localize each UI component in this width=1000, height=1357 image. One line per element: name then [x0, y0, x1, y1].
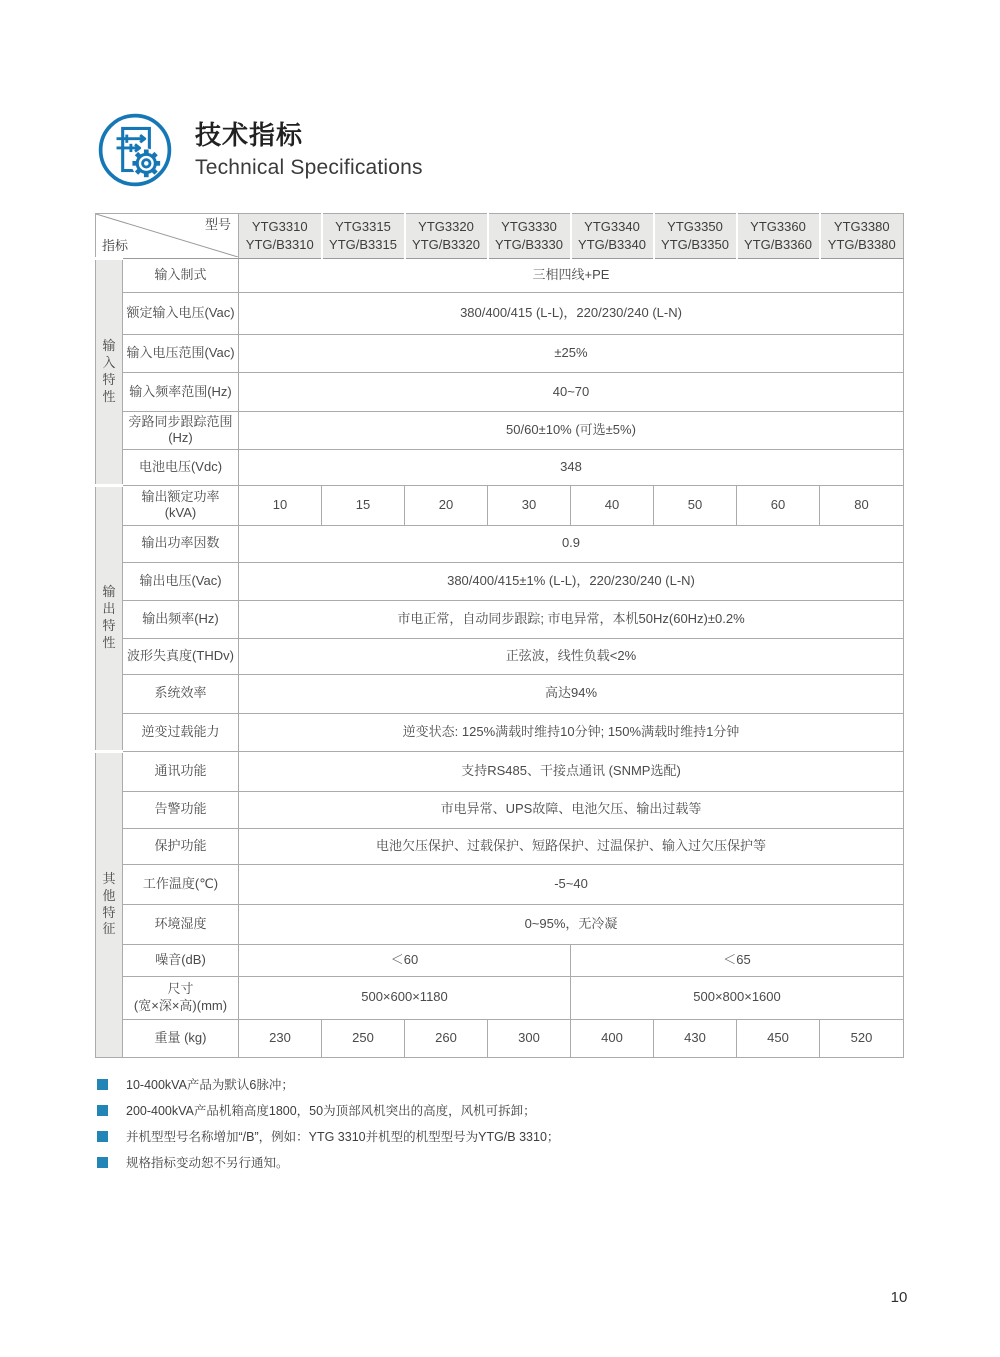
row-output-power-factor: [96, 525, 904, 562]
footnote-item: [97, 1103, 917, 1120]
spec-split-value: ＜60: [239, 944, 571, 976]
spec-row-label: 波形失真度(THDv): [123, 638, 239, 674]
spec-row-label: 保护功能: [123, 828, 239, 864]
footnote-item: [97, 1077, 917, 1094]
spec-cell: 10: [239, 485, 322, 525]
table-header-row: [96, 214, 904, 259]
spec-cell: 20: [405, 485, 488, 525]
group-label-other: 其他特征: [96, 751, 123, 1057]
corner-indicator-label: 指标: [102, 237, 129, 253]
model-header: YTG3330 YTG/B3330: [488, 214, 571, 259]
spec-cell: 430: [654, 1019, 737, 1057]
spec-cell: 260: [405, 1019, 488, 1057]
model-header: YTG3360 YTG/B3360: [737, 214, 820, 259]
model-header: YTG3380 YTG/B3380: [820, 214, 904, 259]
spec-cell: 60: [737, 485, 820, 525]
spec-split-value: 500×800×1600: [571, 976, 904, 1019]
spec-row-label: 尺寸 (宽×深×高)(mm): [123, 976, 239, 1019]
spec-row-label: 逆变过载能力: [123, 713, 239, 751]
row-humidity: [96, 904, 904, 944]
row-communication: [96, 751, 904, 791]
spec-row-value: ±25%: [239, 335, 904, 373]
spec-row-value: 正弦波，线性负载<2%: [239, 638, 904, 674]
footnote-item: [97, 1155, 917, 1172]
row-bypass-sync-range: [96, 412, 904, 450]
spec-row-label: 系统效率: [123, 674, 239, 713]
spec-cell: 400: [571, 1019, 654, 1057]
spec-row-label: 通讯功能: [123, 751, 239, 791]
spec-row-label: 重量 (kg): [123, 1019, 239, 1057]
spec-cell: 250: [322, 1019, 405, 1057]
row-alarm: [96, 791, 904, 828]
spec-row-value: -5~40: [239, 864, 904, 904]
square-bullet-icon: [97, 1131, 108, 1142]
row-noise: [96, 944, 904, 976]
spec-row-label: 噪音(dB): [123, 944, 239, 976]
spec-row-value: 逆变状态: 125%满载时维持10分钟; 150%满载时维持1分钟: [239, 713, 904, 751]
spec-cell: 30: [488, 485, 571, 525]
row-input-voltage-range: [96, 335, 904, 373]
spec-cell: 50: [654, 485, 737, 525]
spec-row-label: 输入频率范围(Hz): [123, 373, 239, 412]
spec-table: [95, 213, 904, 1058]
footnote-text: 200-400kVA产品机箱高度1800，50为顶部风机突出的高度，风机可拆卸；: [126, 1103, 536, 1118]
spec-row-value: 50/60±10% (可选±5%): [239, 412, 904, 450]
square-bullet-icon: [97, 1105, 108, 1116]
document-gear-icon: [96, 111, 174, 189]
group-label-output: 输出特性: [96, 485, 123, 751]
spec-cell: 520: [820, 1019, 904, 1057]
spec-cell: 40: [571, 485, 654, 525]
row-dimensions: [96, 976, 904, 1019]
model-header: YTG3340 YTG/B3340: [571, 214, 654, 259]
row-protection: [96, 828, 904, 864]
table-corner: [96, 214, 239, 259]
footnote-item: [97, 1129, 917, 1146]
footnotes: [97, 1077, 917, 1181]
row-weight: [96, 1019, 904, 1057]
row-output-voltage: [96, 562, 904, 600]
spec-cell: 300: [488, 1019, 571, 1057]
spec-row-value: 380/400/415 (L-L)，220/230/240 (L-N): [239, 293, 904, 335]
page-title-en: Technical Specifications: [195, 156, 423, 180]
spec-row-value: 电池欠压保护、过载保护、短路保护、过温保护、输入过欠压保护等: [239, 828, 904, 864]
row-operating-temperature: [96, 864, 904, 904]
row-input-system: [96, 259, 904, 293]
page-title-zh: 技术指标: [195, 119, 304, 150]
spec-row-value: 三相四线+PE: [239, 259, 904, 293]
row-input-frequency-range: [96, 373, 904, 412]
spec-row-value: 市电异常、UPS故障、电池欠压、输出过载等: [239, 791, 904, 828]
spec-cell: 230: [239, 1019, 322, 1057]
row-battery-voltage: [96, 449, 904, 485]
footnote-text: 规格指标变动恕不另行通知。: [126, 1155, 289, 1170]
model-header: YTG3350 YTG/B3350: [654, 214, 737, 259]
square-bullet-icon: [97, 1079, 108, 1090]
spec-row-value: 0.9: [239, 525, 904, 562]
page-number: 10: [890, 1289, 908, 1306]
spec-row-value: 380/400/415±1% (L-L)，220/230/240 (L-N): [239, 562, 904, 600]
spec-row-label: 输出功率因数: [123, 525, 239, 562]
spec-row-label: 输出频率(Hz): [123, 600, 239, 638]
model-header: YTG3310 YTG/B3310: [239, 214, 322, 259]
spec-cell: 15: [322, 485, 405, 525]
square-bullet-icon: [97, 1157, 108, 1168]
spec-row-label: 电池电压(Vdc): [123, 449, 239, 485]
footnote-text: 并机型型号名称增加“/B”，例如：YTG 3310并机型的机型型号为YTG/B 3310；: [126, 1129, 560, 1144]
row-system-efficiency: [96, 674, 904, 713]
spec-row-value: 40~70: [239, 373, 904, 412]
model-header: YTG3315 YTG/B3315: [322, 214, 405, 259]
row-waveform-distortion: [96, 638, 904, 674]
spec-row-label: 告警功能: [123, 791, 239, 828]
spec-row-label: 旁路同步跟踪范围 (Hz): [123, 412, 239, 450]
spec-row-label: 输出电压(Vac): [123, 562, 239, 600]
footnote-text: 10-400kVA产品为默认6脉冲；: [126, 1078, 294, 1092]
spec-row-label: 输出额定功率 (kVA): [123, 485, 239, 525]
spec-split-value: 500×600×1180: [239, 976, 571, 1019]
group-label-input: 输入特性: [96, 259, 123, 486]
row-rated-output-power: [96, 485, 904, 525]
doc-header: [96, 111, 423, 189]
spec-row-value: 348: [239, 449, 904, 485]
spec-split-value: ＜65: [571, 944, 904, 976]
spec-row-label: 工作温度(℃): [123, 864, 239, 904]
spec-cell: 80: [820, 485, 904, 525]
spec-row-value: 0~95%，无冷凝: [239, 904, 904, 944]
spec-row-value: 高达94%: [239, 674, 904, 713]
row-rated-input-voltage: [96, 293, 904, 335]
spec-row-label: 环境湿度: [123, 904, 239, 944]
spec-row-value: 市电正常，自动同步跟踪; 市电异常，本机50Hz(60Hz)±0.2%: [239, 600, 904, 638]
spec-cell: 450: [737, 1019, 820, 1057]
row-output-frequency: [96, 600, 904, 638]
model-header: YTG3320 YTG/B3320: [405, 214, 488, 259]
spec-row-label: 输入制式: [123, 259, 239, 293]
spec-row-value: 支持RS485、干接点通讯 (SNMP选配): [239, 751, 904, 791]
row-inverter-overload: [96, 713, 904, 751]
spec-row-label: 输入电压范围(Vac): [123, 335, 239, 373]
corner-model-label: 型号: [204, 217, 231, 232]
spec-row-label: 额定输入电压(Vac): [123, 293, 239, 335]
